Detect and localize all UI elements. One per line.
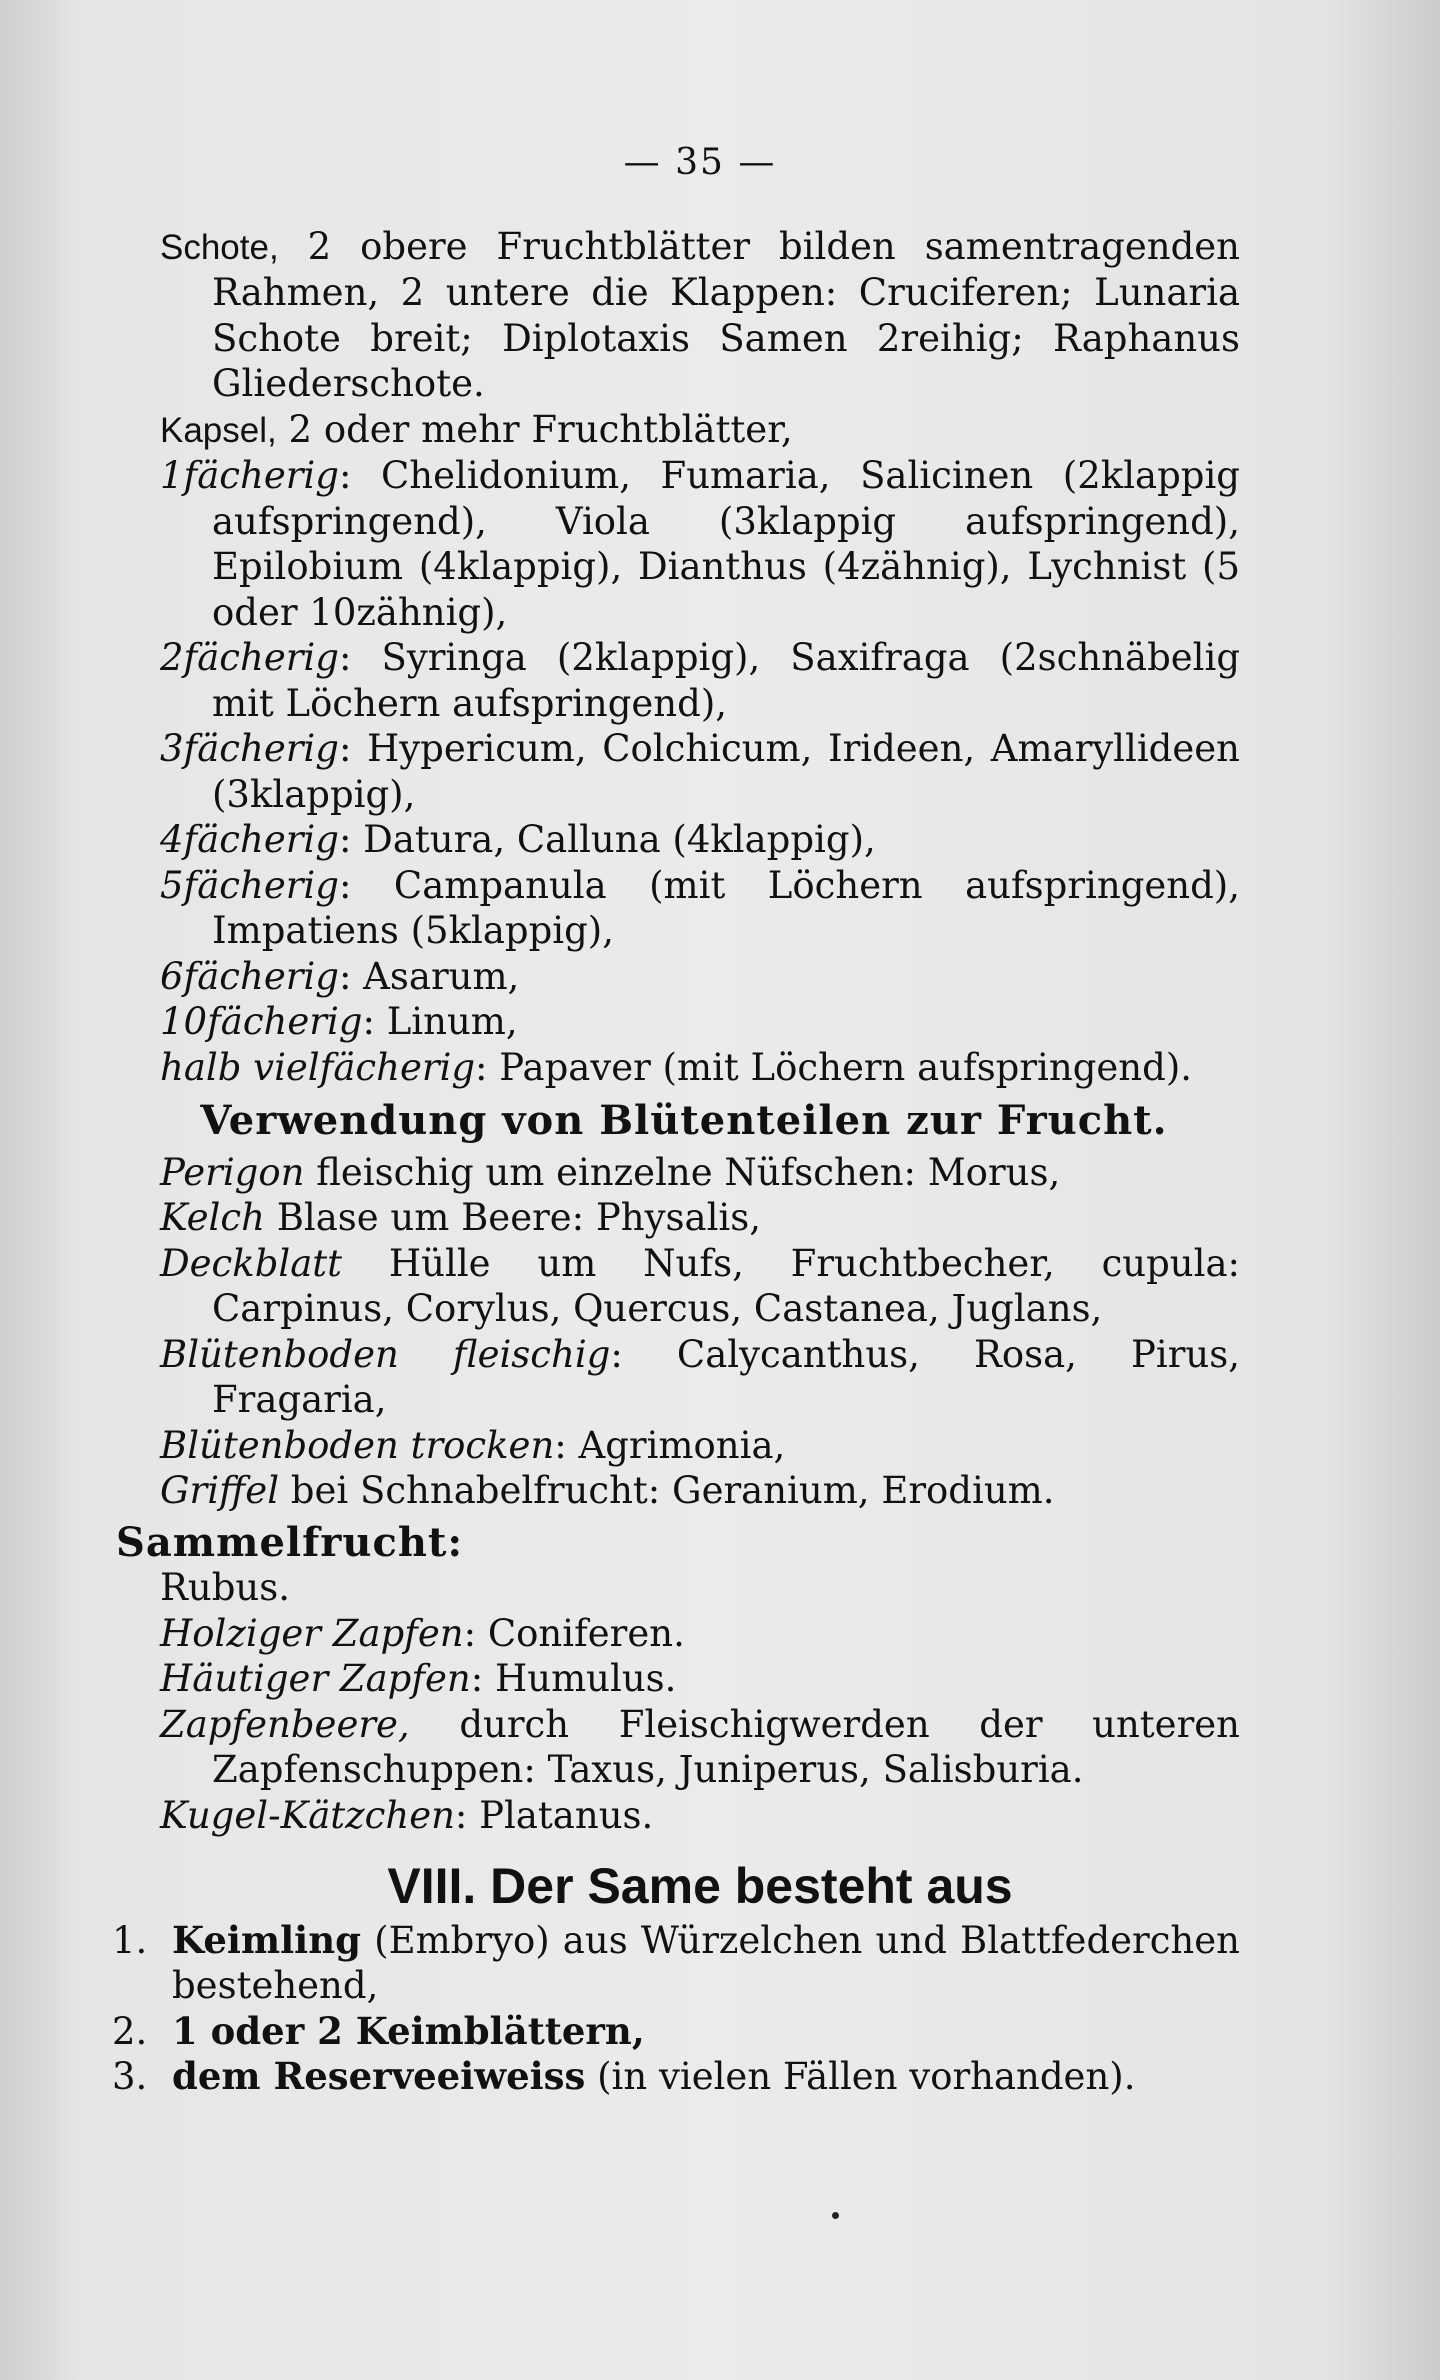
item-term: halb vielfächerig: [160, 1045, 476, 1089]
item-term: Häutiger Zapfen: [160, 1657, 471, 1700]
item-term: Holziger Zapfen: [160, 1611, 464, 1655]
numbered-item: [112, 2054, 1240, 2100]
item-text: : Datura, Calluna (4klappig),: [338, 818, 876, 861]
item-text: : Papaver (mit Löchern aufspringend).: [475, 1045, 1193, 1089]
numbered-item: [112, 1917, 1240, 2009]
section-title: VIII. Der Same besteht aus: [387, 1858, 1013, 1914]
item-term: Kelch: [160, 1196, 265, 1239]
sammel-first: Rubus.: [160, 1566, 290, 1609]
verwendung-item: [160, 1150, 1240, 1196]
item-number: 1.: [112, 1918, 148, 1962]
item-text: : Agrimonia,: [554, 1423, 786, 1467]
kapsel-item: [160, 635, 1240, 726]
kapsel-item: [160, 1045, 1240, 1091]
item-text: : Coniferen.: [463, 1611, 685, 1655]
item-term: 5fächerig: [160, 863, 339, 907]
verwendung-item: [160, 1423, 1240, 1469]
verwendung-item: [160, 1332, 1240, 1423]
verwendung-item: [160, 1468, 1240, 1514]
sammel-item: [160, 1656, 1240, 1702]
item-body: [172, 2054, 1240, 2100]
entry-kapsel: [160, 407, 1240, 454]
item-term: 4fächerig: [160, 818, 339, 861]
page-number: — 35 —: [623, 142, 777, 183]
item-term: 2fächerig: [160, 636, 339, 679]
item-text: (in vielen Fällen vorhanden).: [585, 2055, 1136, 2098]
sammel-item: [160, 1702, 1240, 1793]
item-term: 1fächerig: [160, 454, 339, 497]
item-text: bei Schnabelfrucht: Geranium, Erodium.: [279, 1469, 1055, 1512]
item-text: : Campanula (mit Löchern aufspringend), Impatiens (5klappig),: [212, 863, 1240, 952]
item-text: : Platanus.: [454, 1793, 654, 1837]
item-text: : Chelidonium, Fumaria, Salicinen (2klappig aufspringend), Viola (3klappig aufspringend), Epilobium (4klappig), Dianthus (4zähnig), Lychnist (5 oder 10zähnig),: [212, 454, 1240, 634]
heading-verwendung: Verwendung von Blütenteilen zur Frucht.: [200, 1097, 1168, 1144]
item-bold: Keimling: [172, 1917, 361, 1962]
item-text: : Humulus.: [470, 1657, 677, 1700]
ink-speck: [832, 2212, 839, 2219]
verwendung-item: [160, 1241, 1240, 1332]
item-text: : Asarum,: [338, 954, 520, 998]
numbered-item: [112, 2008, 1240, 2055]
sammel-item: [160, 1793, 1240, 1839]
kapsel-item: [160, 863, 1240, 954]
item-term: 3fächerig: [160, 727, 339, 770]
item-term: Blütenboden fleischig: [160, 1332, 611, 1376]
item-text: : Calycanthus, Rosa, Pirus, Fragaria,: [212, 1332, 1240, 1421]
kapsel-item: [160, 817, 1240, 863]
item-term: Griffel: [160, 1469, 280, 1512]
item-body: [172, 2009, 1240, 2055]
item-term: Kugel-Kätzchen: [160, 1793, 455, 1837]
item-text: durch Fleischigwerden der unteren Zapfenschuppen: Taxus, Juniperus, Salisburia.: [212, 1702, 1240, 1791]
item-text: Hülle um Nufs, Fruchtbecher, cupula: Carpinus, Corylus, Quercus, Castanea, Juglans,: [212, 1241, 1240, 1330]
item-text: : Hypericum, Colchicum, Irideen, Amaryllideen (3klappig),: [212, 727, 1240, 816]
entry-schote: [160, 224, 1240, 407]
verwendung-item: [160, 1195, 1240, 1241]
item-term: Blütenboden trocken: [160, 1423, 555, 1467]
item-text: fleischig um einzelne Nüfschen: Morus,: [304, 1150, 1061, 1194]
entry-text: 2 oder mehr Fruchtblätter,: [276, 407, 793, 451]
item-text: : Linum,: [362, 1000, 518, 1043]
entry-key: Schote,: [160, 227, 279, 267]
item-term: Perigon: [160, 1150, 305, 1194]
entry-text: 2 obere Fruchtblätter bilden samentragenden Rahmen, 2 untere die Klappen: Cruciferen; Lunaria Schote breit; Diplotaxis Samen 2reihig; Raphanus Gliederschote.: [212, 224, 1240, 405]
kapsel-item: [160, 453, 1240, 635]
entry-key: Kapsel,: [160, 410, 277, 450]
item-bold: dem Reserveeiweiss: [172, 2054, 586, 2098]
heading-sammelfrucht: Sammelfrucht:: [116, 1518, 464, 1566]
kapsel-item: [160, 999, 1240, 1045]
item-term: 10fächerig: [160, 1000, 363, 1043]
item-number: 2.: [112, 2009, 148, 2053]
item-term: 6fächerig: [160, 954, 339, 998]
item-body: [172, 1918, 1240, 2009]
page-text: [112, 140, 1240, 2100]
sammel-item: [160, 1611, 1240, 1657]
item-bold: 1 oder 2 Keimblättern,: [172, 2008, 645, 2053]
kapsel-item: [160, 726, 1240, 817]
item-text: (Embryo) aus Würzelchen und Blattfederchen bestehend,: [172, 1918, 1240, 2007]
numbered-list: [112, 1917, 1240, 2100]
item-text: Blase um Beere: Physalis,: [264, 1196, 761, 1239]
item-text: : Syringa (2klappig), Saxifraga (2schnäbelig mit Löchern aufspringend),: [212, 636, 1240, 725]
item-term: Deckblatt: [160, 1241, 343, 1285]
item-term: Zapfenbeere,: [160, 1702, 410, 1746]
kapsel-item: [160, 954, 1240, 1000]
item-number: 3.: [112, 2055, 148, 2098]
